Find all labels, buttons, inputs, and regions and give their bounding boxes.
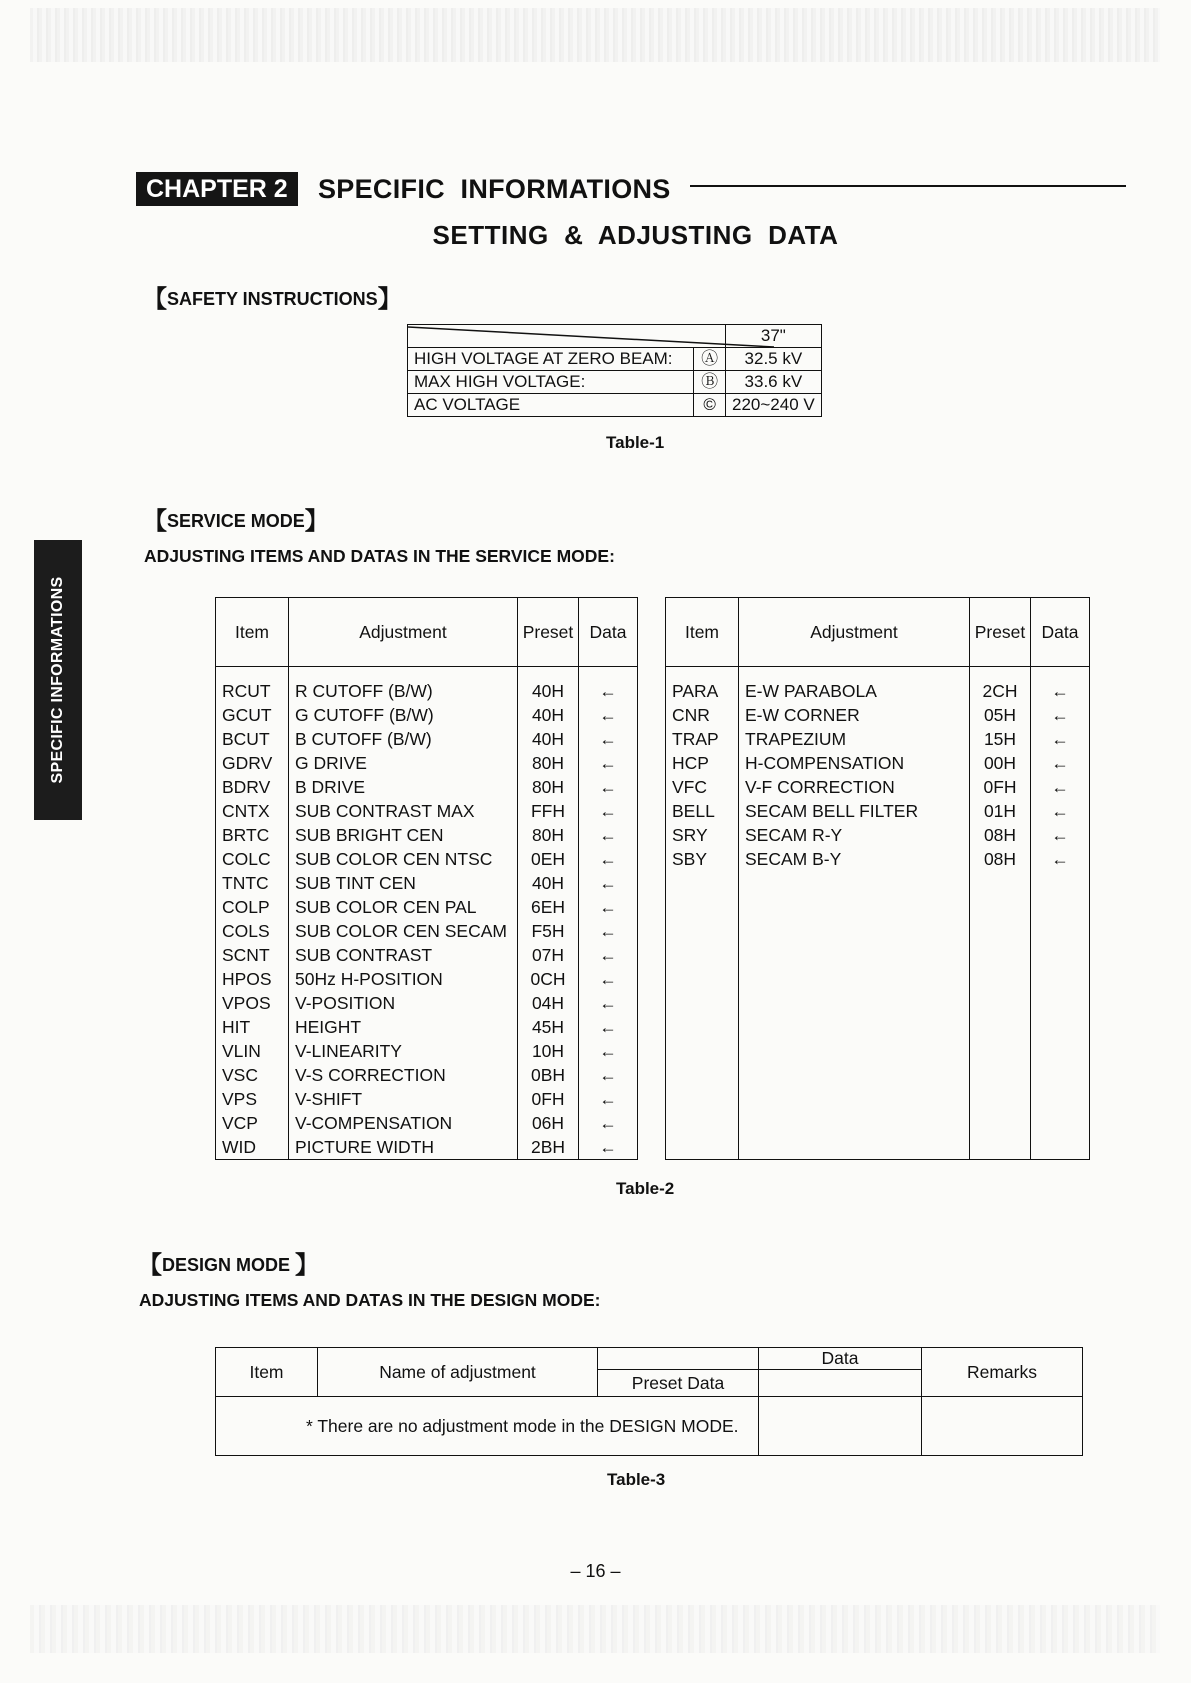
- design-col-data-blank: [759, 1370, 922, 1397]
- chapter-label: CHAPTER 2: [136, 172, 298, 206]
- row-data: ←: [579, 895, 638, 919]
- row-adjustment: V-S CORRECTION: [289, 1063, 518, 1087]
- row-adjustment: G DRIVE: [289, 751, 518, 775]
- empty-cell: [739, 1087, 970, 1111]
- empty-row: [666, 919, 1090, 943]
- empty-cell: [970, 991, 1031, 1015]
- empty-cell: [666, 1135, 739, 1160]
- spacer-cell: [518, 667, 579, 680]
- empty-cell: [1031, 1015, 1090, 1039]
- row-adjustment: SUB COLOR CEN NTSC: [289, 847, 518, 871]
- row-adjustment: TRAPEZIUM: [739, 727, 970, 751]
- row-preset: FFH: [518, 799, 579, 823]
- empty-cell: [739, 967, 970, 991]
- row-adjustment: G CUTOFF (B/W): [289, 703, 518, 727]
- row-adjustment: V-LINEARITY: [289, 1039, 518, 1063]
- table-row: [666, 727, 1090, 751]
- empty-cell: [666, 943, 739, 967]
- row-preset: 01H: [970, 799, 1031, 823]
- col-data: Data: [1031, 598, 1090, 667]
- row-item: BCUT: [216, 727, 289, 751]
- empty-cell: [1031, 991, 1090, 1015]
- empty-cell: [970, 967, 1031, 991]
- table-row: [216, 727, 638, 751]
- row-data: ←: [579, 871, 638, 895]
- row-item: CNR: [666, 703, 739, 727]
- table-row: [216, 751, 638, 775]
- row-adjustment: SUB COLOR CEN PAL: [289, 895, 518, 919]
- row-data: ←: [579, 1111, 638, 1135]
- safety-label: HIGH VOLTAGE AT ZERO BEAM:: [408, 348, 694, 371]
- empty-row: [666, 895, 1090, 919]
- empty-cell: [1031, 919, 1090, 943]
- empty-cell: [666, 1063, 739, 1087]
- row-item: COLP: [216, 895, 289, 919]
- row-adjustment: SUB BRIGHT CEN: [289, 823, 518, 847]
- empty-row: [666, 1087, 1090, 1111]
- empty-cell: [739, 919, 970, 943]
- table-row: [216, 679, 638, 703]
- row-preset: 0FH: [518, 1087, 579, 1111]
- row-item: BDRV: [216, 775, 289, 799]
- empty-cell: [970, 871, 1031, 895]
- row-item: VPS: [216, 1087, 289, 1111]
- row-preset: 15H: [970, 727, 1031, 751]
- design-col-remarks: Remarks: [922, 1348, 1083, 1397]
- empty-row: [666, 1039, 1090, 1063]
- service-title: SERVICE MODE: [167, 511, 305, 531]
- design-col-item: Item: [216, 1348, 318, 1397]
- service-table-left: [215, 597, 638, 1160]
- empty-cell: [970, 895, 1031, 919]
- empty-cell: [1031, 1039, 1090, 1063]
- safety-value: 220~240 V: [726, 394, 822, 417]
- row-preset: 0CH: [518, 967, 579, 991]
- row-data: ←: [579, 727, 638, 751]
- row-data: ←: [1031, 775, 1090, 799]
- row-item: BELL: [666, 799, 739, 823]
- design-subtitle: ADJUSTING ITEMS AND DATAS IN THE DESIGN MODE:: [139, 1290, 601, 1310]
- table-row: [666, 775, 1090, 799]
- empty-row: [666, 1135, 1090, 1160]
- row-preset: 80H: [518, 823, 579, 847]
- row-adjustment: V-SHIFT: [289, 1087, 518, 1111]
- table-row: [216, 1111, 638, 1135]
- safety-title: SAFETY INSTRUCTIONS: [167, 289, 378, 309]
- design-empty-cell: [922, 1397, 1083, 1456]
- row-preset: 45H: [518, 1015, 579, 1039]
- table-row: [216, 895, 638, 919]
- empty-cell: [739, 991, 970, 1015]
- row-item: HIT: [216, 1015, 289, 1039]
- table-2-caption: Table-2: [616, 1179, 675, 1198]
- row-preset: 2BH: [518, 1135, 579, 1160]
- service-section-title: 【SERVICE MODE】: [143, 508, 329, 535]
- spacer-cell: [289, 667, 518, 680]
- table-row: [216, 991, 638, 1015]
- col-data: Data: [579, 598, 638, 667]
- row-item: TRAP: [666, 727, 739, 751]
- row-item: VLIN: [216, 1039, 289, 1063]
- empty-row: [666, 991, 1090, 1015]
- row-item: CNTX: [216, 799, 289, 823]
- row-preset: 00H: [970, 751, 1031, 775]
- table-row: [666, 679, 1090, 703]
- row-adjustment: B CUTOFF (B/W): [289, 727, 518, 751]
- row-preset: 07H: [518, 943, 579, 967]
- empty-cell: [1031, 871, 1090, 895]
- safety-section-title: 【SAFETY INSTRUCTIONS】: [143, 286, 402, 313]
- empty-cell: [970, 943, 1031, 967]
- empty-cell: [1031, 895, 1090, 919]
- row-item: RCUT: [216, 679, 289, 703]
- row-item: BRTC: [216, 823, 289, 847]
- empty-cell: [666, 919, 739, 943]
- row-data: ←: [579, 1015, 638, 1039]
- safety-mark: ©: [694, 394, 726, 417]
- row-item: GDRV: [216, 751, 289, 775]
- empty-cell: [666, 1015, 739, 1039]
- row-preset: 80H: [518, 751, 579, 775]
- row-item: PARA: [666, 679, 739, 703]
- row-preset: 0EH: [518, 847, 579, 871]
- scan-noise-bottom: [30, 1605, 1160, 1653]
- row-preset: 08H: [970, 847, 1031, 871]
- table-row: [666, 703, 1090, 727]
- side-tab: [34, 540, 82, 820]
- table-row: [666, 823, 1090, 847]
- safety-mark: Ⓑ: [694, 371, 726, 394]
- design-col-name: Name of adjustment: [318, 1348, 598, 1397]
- row-adjustment: SECAM B-Y: [739, 847, 970, 871]
- row-data: ←: [1031, 703, 1090, 727]
- row-data: ←: [579, 967, 638, 991]
- table-row: [216, 919, 638, 943]
- design-empty-cell: [759, 1397, 922, 1456]
- design-note: * There are no adjustment mode in the DESIGN MODE.: [216, 1397, 759, 1456]
- row-preset: 0FH: [970, 775, 1031, 799]
- empty-cell: [1031, 943, 1090, 967]
- row-data: ←: [579, 823, 638, 847]
- row-data: ←: [579, 1063, 638, 1087]
- spacer-cell: [666, 667, 739, 680]
- page-heading: SETTING & ADJUSTING DATA: [432, 220, 839, 250]
- table-1-caption: Table-1: [606, 433, 665, 452]
- empty-cell: [1031, 1111, 1090, 1135]
- empty-cell: [739, 1015, 970, 1039]
- empty-row: [666, 967, 1090, 991]
- col-item: Item: [216, 598, 289, 667]
- row-adjustment: SUB CONTRAST: [289, 943, 518, 967]
- row-data: ←: [1031, 799, 1090, 823]
- empty-cell: [739, 1111, 970, 1135]
- empty-cell: [1031, 1135, 1090, 1160]
- spacer-cell: [1031, 667, 1090, 680]
- row-item: HPOS: [216, 967, 289, 991]
- design-col-preset-top: [598, 1348, 759, 1370]
- row-adjustment: R CUTOFF (B/W): [289, 679, 518, 703]
- table-row: [666, 847, 1090, 871]
- row-adjustment: V-COMPENSATION: [289, 1111, 518, 1135]
- empty-cell: [739, 943, 970, 967]
- table-row: [216, 1015, 638, 1039]
- row-adjustment: E-W PARABOLA: [739, 679, 970, 703]
- col-preset: Preset: [518, 598, 579, 667]
- empty-cell: [666, 895, 739, 919]
- row-adjustment: E-W CORNER: [739, 703, 970, 727]
- safety-value: 33.6 kV: [726, 371, 822, 394]
- chapter-title: SPECIFIC INFORMATIONS: [318, 174, 671, 204]
- empty-row: [666, 871, 1090, 895]
- row-adjustment: PICTURE WIDTH: [289, 1135, 518, 1160]
- row-data: ←: [1031, 823, 1090, 847]
- row-data: ←: [579, 799, 638, 823]
- design-title: DESIGN MODE: [162, 1255, 291, 1275]
- empty-cell: [666, 991, 739, 1015]
- row-data: ←: [579, 991, 638, 1015]
- row-adjustment: SUB TINT CEN: [289, 871, 518, 895]
- empty-cell: [970, 1039, 1031, 1063]
- col-item: Item: [666, 598, 739, 667]
- service-table-right: [665, 597, 1090, 1160]
- table-row: [216, 1087, 638, 1111]
- row-preset: 40H: [518, 871, 579, 895]
- spacer-cell: [579, 667, 638, 680]
- design-col-data: Data: [759, 1348, 922, 1370]
- safety-label: AC VOLTAGE: [408, 394, 694, 417]
- col-adjustment: Adjustment: [739, 598, 970, 667]
- empty-cell: [1031, 967, 1090, 991]
- row-data: ←: [579, 919, 638, 943]
- table-row: [666, 799, 1090, 823]
- row-data: ←: [1031, 727, 1090, 751]
- row-data: ←: [579, 775, 638, 799]
- row-item: COLC: [216, 847, 289, 871]
- table-row: [216, 799, 638, 823]
- row-item: SRY: [666, 823, 739, 847]
- row-item: SCNT: [216, 943, 289, 967]
- row-preset: 80H: [518, 775, 579, 799]
- row-data: ←: [1031, 679, 1090, 703]
- size-header: 37": [726, 325, 822, 348]
- table-row: [216, 703, 638, 727]
- table-row: [216, 943, 638, 967]
- row-adjustment: SECAM R-Y: [739, 823, 970, 847]
- spacer-cell: [216, 667, 289, 680]
- safety-value: 32.5 kV: [726, 348, 822, 371]
- empty-cell: [666, 1111, 739, 1135]
- empty-cell: [970, 1111, 1031, 1135]
- table-row: [216, 847, 638, 871]
- row-item: GCUT: [216, 703, 289, 727]
- empty-row: [666, 1015, 1090, 1039]
- safety-label: MAX HIGH VOLTAGE:: [408, 371, 694, 394]
- row-adjustment: 50Hz H-POSITION: [289, 967, 518, 991]
- row-preset: F5H: [518, 919, 579, 943]
- empty-cell: [739, 895, 970, 919]
- row-data: ←: [579, 679, 638, 703]
- design-col-preset: Preset Data: [598, 1370, 759, 1397]
- row-item: COLS: [216, 919, 289, 943]
- empty-cell: [970, 1063, 1031, 1087]
- design-section-title: 【DESIGN MODE 】: [138, 1252, 320, 1279]
- chapter-rule: [690, 185, 1126, 187]
- empty-cell: [666, 871, 739, 895]
- design-table: [215, 1347, 1083, 1456]
- row-adjustment: B DRIVE: [289, 775, 518, 799]
- empty-cell: [666, 967, 739, 991]
- row-data: ←: [579, 847, 638, 871]
- row-item: VFC: [666, 775, 739, 799]
- row-item: WID: [216, 1135, 289, 1160]
- table-row: [216, 967, 638, 991]
- empty-cell: [970, 1087, 1031, 1111]
- empty-row: [666, 943, 1090, 967]
- row-preset: 08H: [970, 823, 1031, 847]
- scan-noise-top: [30, 8, 1160, 62]
- empty-cell: [970, 1135, 1031, 1160]
- row-adjustment: HEIGHT: [289, 1015, 518, 1039]
- row-preset: 40H: [518, 679, 579, 703]
- safety-mark: Ⓐ: [694, 348, 726, 371]
- row-data: ←: [579, 1039, 638, 1063]
- table-row: [216, 1039, 638, 1063]
- empty-cell: [739, 1063, 970, 1087]
- col-adjustment: Adjustment: [289, 598, 518, 667]
- row-data: ←: [579, 1087, 638, 1111]
- row-preset: 0BH: [518, 1063, 579, 1087]
- row-preset: 2CH: [970, 679, 1031, 703]
- table-row: [666, 751, 1090, 775]
- empty-cell: [970, 919, 1031, 943]
- row-preset: 40H: [518, 703, 579, 727]
- row-preset: 04H: [518, 991, 579, 1015]
- table-row: [216, 823, 638, 847]
- table-row: [216, 1135, 638, 1160]
- row-data: ←: [1031, 847, 1090, 871]
- row-adjustment: SUB COLOR CEN SECAM: [289, 919, 518, 943]
- empty-cell: [739, 871, 970, 895]
- page-number: – 16 –: [570, 1561, 621, 1581]
- row-adjustment: V-F CORRECTION: [739, 775, 970, 799]
- row-data: ←: [579, 751, 638, 775]
- row-adjustment: SECAM BELL FILTER: [739, 799, 970, 823]
- side-tab-label: SPECIFIC INFORMATIONS: [49, 576, 66, 784]
- row-item: VCP: [216, 1111, 289, 1135]
- row-adjustment: V-POSITION: [289, 991, 518, 1015]
- row-item: VSC: [216, 1063, 289, 1087]
- spacer-row: [666, 667, 1090, 680]
- col-preset: Preset: [970, 598, 1031, 667]
- table-3-caption: Table-3: [607, 1470, 666, 1489]
- row-preset: 40H: [518, 727, 579, 751]
- empty-cell: [1031, 1087, 1090, 1111]
- row-data: ←: [579, 943, 638, 967]
- row-preset: 05H: [970, 703, 1031, 727]
- empty-cell: [666, 1087, 739, 1111]
- spacer-cell: [970, 667, 1031, 680]
- row-preset: 06H: [518, 1111, 579, 1135]
- table-row: [216, 775, 638, 799]
- spacer-cell: [739, 667, 970, 680]
- service-subtitle: ADJUSTING ITEMS AND DATAS IN THE SERVICE MODE:: [144, 546, 615, 566]
- row-adjustment: H-COMPENSATION: [739, 751, 970, 775]
- empty-cell: [970, 1015, 1031, 1039]
- row-adjustment: SUB CONTRAST MAX: [289, 799, 518, 823]
- empty-cell: [1031, 1063, 1090, 1087]
- diagonal-line: [408, 325, 774, 349]
- row-item: SBY: [666, 847, 739, 871]
- empty-cell: [739, 1135, 970, 1160]
- empty-row: [666, 1111, 1090, 1135]
- table-row: [216, 871, 638, 895]
- row-preset: 10H: [518, 1039, 579, 1063]
- row-item: VPOS: [216, 991, 289, 1015]
- row-preset: 6EH: [518, 895, 579, 919]
- empty-cell: [739, 1039, 970, 1063]
- spacer-row: [216, 667, 638, 680]
- table-row: [216, 1063, 638, 1087]
- row-data: ←: [1031, 751, 1090, 775]
- row-item: HCP: [666, 751, 739, 775]
- empty-row: [666, 1063, 1090, 1087]
- row-data: ←: [579, 703, 638, 727]
- row-item: TNTC: [216, 871, 289, 895]
- safety-corner-cell: [408, 325, 726, 348]
- empty-cell: [666, 1039, 739, 1063]
- row-data: ←: [579, 1135, 638, 1160]
- safety-table: [407, 324, 822, 417]
